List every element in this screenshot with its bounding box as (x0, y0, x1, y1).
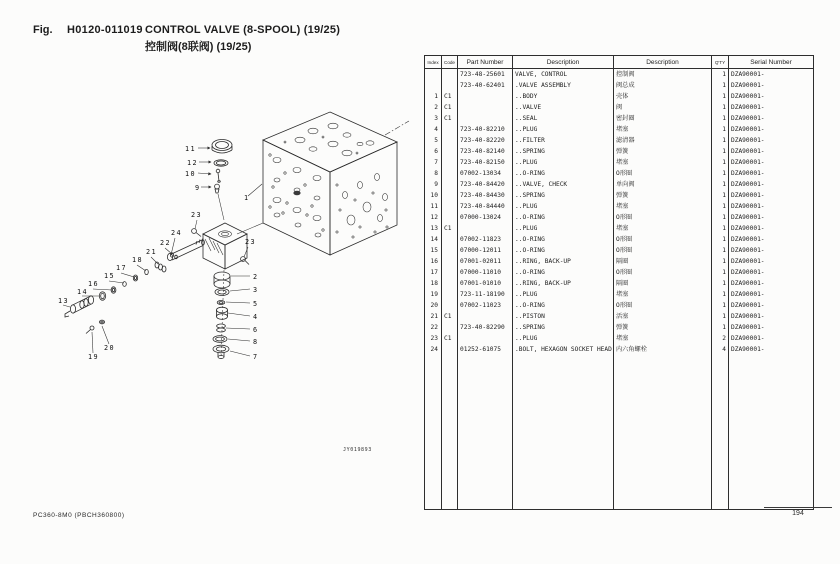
cell-part: 07002-11823 (458, 234, 513, 245)
cell-serial: DZA90001- (729, 267, 814, 278)
cell-code: C1 (442, 113, 458, 124)
cell-serial: DZA90001- (729, 256, 814, 267)
cell-index: 24 (425, 344, 442, 355)
cell-code (442, 69, 458, 81)
cell-part: 07000-12011 (458, 245, 513, 256)
parts-table-body (425, 69, 814, 510)
table-row (425, 80, 814, 91)
cell-desc_en: ..PLUG (513, 124, 614, 135)
cell-code (442, 179, 458, 190)
callout-label: 12 (187, 159, 198, 167)
table-row (425, 333, 814, 344)
cell-desc_en: ..O-RING (513, 267, 614, 278)
cell-desc_en: ..O-RING (513, 212, 614, 223)
callout-label: 2 (253, 273, 259, 281)
cell-desc_zh: 隔圈 (614, 278, 712, 289)
fig-label: Fig. (33, 24, 53, 36)
cell-index: 5 (425, 135, 442, 146)
cell-desc_en: ..PLUG (513, 157, 614, 168)
callout-leader-line (92, 332, 93, 353)
header-serial-number: Serial Number (729, 56, 814, 69)
cell-serial: DZA90001- (729, 333, 814, 344)
callout-label: 23 (191, 211, 202, 219)
cell-serial: DZA90001- (729, 300, 814, 311)
cell-part: 01252-61075 (458, 344, 513, 355)
cell-part: 723-40-84420 (458, 179, 513, 190)
callout-label: 13 (58, 297, 69, 305)
check-valve-parts-drawing (213, 270, 230, 359)
cell-part: 723-40-82150 (458, 157, 513, 168)
cell-index: 3 (425, 113, 442, 124)
table-row (425, 146, 814, 157)
cell-desc_zh: 滤清器 (614, 135, 712, 146)
cell-part: 723-48-25601 (458, 69, 513, 81)
cell-index: 6 (425, 146, 442, 157)
cell-code: C1 (442, 333, 458, 344)
cell-qty: 1 (712, 289, 729, 300)
parts-table (424, 55, 814, 510)
callout-leader-line (151, 257, 158, 264)
cell-part: 723-40-82210 (458, 124, 513, 135)
callout-label: 7 (253, 353, 259, 361)
cell-code: C1 (442, 91, 458, 102)
table-row (425, 289, 814, 300)
cell-code (442, 212, 458, 223)
cell-desc_en: ..PLUG (513, 201, 614, 212)
drawing-code: JY019893 (343, 447, 372, 453)
cell-qty: 1 (712, 113, 729, 124)
cell-part: 723-40-82140 (458, 146, 513, 157)
page-number: 194 (764, 507, 832, 517)
header-index: Index (425, 56, 442, 69)
cell-index: 23 (425, 333, 442, 344)
cell-serial: DZA90001- (729, 135, 814, 146)
callout-label: 14 (77, 288, 88, 296)
page-title: CONTROL VALVE (8-SPOOL) (19/25) (145, 24, 341, 36)
cell-part (458, 223, 513, 234)
cell-qty: 1 (712, 245, 729, 256)
cell-part: 723-40-82290 (458, 322, 513, 333)
cell-code: C1 (442, 102, 458, 113)
cell-serial: DZA90001- (729, 311, 814, 322)
cell-qty: 1 (712, 135, 729, 146)
cell-serial: DZA90001- (729, 113, 814, 124)
cell-part: 07002-13034 (458, 168, 513, 179)
cell-qty: 1 (712, 91, 729, 102)
cell-desc_en: ..BODY (513, 91, 614, 102)
callout-leader-line (165, 248, 172, 254)
callout-label: 4 (253, 313, 259, 321)
cell-serial: DZA90001- (729, 146, 814, 157)
callout-leader-line (195, 220, 197, 229)
table-row (425, 322, 814, 333)
cell-qty: 1 (712, 124, 729, 135)
cell-part: 723-40-84440 (458, 201, 513, 212)
cell-desc_en: ..PLUG (513, 333, 614, 344)
cell-desc_zh: O形圈 (614, 245, 712, 256)
filler-cell (425, 355, 442, 510)
cell-serial: DZA90001- (729, 91, 814, 102)
cell-index: 22 (425, 322, 442, 333)
callout-leader-line (137, 265, 146, 271)
cell-qty: 2 (712, 333, 729, 344)
cell-index: 9 (425, 179, 442, 190)
cell-desc_zh: 内六角螺栓 (614, 344, 712, 355)
cell-serial: DZA90001- (729, 157, 814, 168)
header-qty: Q'TY (712, 56, 729, 69)
cell-serial: DZA90001- (729, 80, 814, 91)
table-row (425, 311, 814, 322)
cell-index: 20 (425, 300, 442, 311)
table-row (425, 190, 814, 201)
cell-code (442, 168, 458, 179)
callout-layer (58, 145, 262, 361)
callout-label: 1 (244, 194, 250, 202)
cell-serial: DZA90001- (729, 289, 814, 300)
cell-index: 2 (425, 102, 442, 113)
callout-label: 22 (160, 239, 171, 247)
table-header-row (425, 56, 814, 69)
cell-qty: 1 (712, 267, 729, 278)
cell-index: 14 (425, 234, 442, 245)
header-description-en: Description (513, 56, 614, 69)
table-row (425, 300, 814, 311)
table-row (425, 256, 814, 267)
cell-desc_en: .VALVE ASSEMBLY (513, 80, 614, 91)
callout-leader-line (226, 302, 250, 303)
table-row (425, 157, 814, 168)
cell-desc_zh: 活塞 (614, 311, 712, 322)
cell-desc_zh: 阀 (614, 102, 712, 113)
callout-label: 18 (132, 256, 143, 264)
table-row (425, 223, 814, 234)
cell-desc_en: ..O-RING (513, 168, 614, 179)
table-row (425, 179, 814, 190)
callout-leader-line (230, 351, 250, 356)
cell-part: 723-40-84430 (458, 190, 513, 201)
valve-body-drawing (237, 112, 409, 255)
table-row (425, 124, 814, 135)
cell-desc_en: ..SEAL (513, 113, 614, 124)
filler-cell (729, 355, 814, 510)
cell-desc_en: ..VALVE (513, 102, 614, 113)
cell-desc_zh: O形圈 (614, 168, 712, 179)
cell-part: 07001-01010 (458, 278, 513, 289)
callout-label: 20 (104, 344, 115, 352)
cell-serial: DZA90001- (729, 179, 814, 190)
cell-desc_en: ..SPRING (513, 190, 614, 201)
cell-desc_zh: 堵塞 (614, 124, 712, 135)
cell-serial: DZA90001- (729, 212, 814, 223)
cell-code (442, 322, 458, 333)
table-row (425, 267, 814, 278)
table-row (425, 102, 814, 113)
table-filler-row (425, 355, 814, 510)
cell-code (442, 234, 458, 245)
cell-qty: 1 (712, 102, 729, 113)
cell-part: 723-11-18190 (458, 289, 513, 300)
table-row (425, 201, 814, 212)
cell-index: 19 (425, 289, 442, 300)
cell-code (442, 201, 458, 212)
header-description-zh: Description (614, 56, 712, 69)
cell-code (442, 135, 458, 146)
cell-part (458, 311, 513, 322)
cell-code (442, 289, 458, 300)
cell-desc_en: ..O-RING (513, 234, 614, 245)
cell-index: 7 (425, 157, 442, 168)
cell-index: 15 (425, 245, 442, 256)
cell-desc_zh: 堵塞 (614, 201, 712, 212)
cell-desc_zh: O形圈 (614, 267, 712, 278)
cell-qty: 1 (712, 256, 729, 267)
table-row (425, 168, 814, 179)
filler-cell (442, 355, 458, 510)
cell-desc_zh: 堵塞 (614, 289, 712, 300)
cell-desc_en: ..O-RING (513, 245, 614, 256)
table-row (425, 212, 814, 223)
cell-serial: DZA90001- (729, 344, 814, 355)
cell-serial: DZA90001- (729, 102, 814, 113)
table-row (425, 91, 814, 102)
cell-qty: 1 (712, 322, 729, 333)
cell-index: 18 (425, 278, 442, 289)
cell-desc_zh: 控制阀 (614, 69, 712, 81)
callout-label: 23 (245, 238, 256, 246)
table-row (425, 344, 814, 355)
callout-label: 16 (88, 280, 99, 288)
cell-desc_zh: 堵塞 (614, 157, 712, 168)
cell-desc_zh: O形圈 (614, 212, 712, 223)
callout-label: 19 (88, 353, 99, 361)
cell-qty: 1 (712, 300, 729, 311)
cell-qty: 1 (712, 69, 729, 81)
cell-desc_zh: 弹簧 (614, 146, 712, 157)
cell-index: 4 (425, 124, 442, 135)
cell-qty: 1 (712, 168, 729, 179)
callout-label: 21 (146, 248, 157, 256)
cell-index (425, 80, 442, 91)
header-part-number: Part Number (458, 56, 513, 69)
cell-code (442, 300, 458, 311)
callout-label: 11 (185, 145, 196, 153)
callout-leader-line (228, 313, 250, 316)
cell-serial: DZA90001- (729, 223, 814, 234)
cell-code (442, 157, 458, 168)
cell-code (442, 80, 458, 91)
cell-desc_zh: 堵塞 (614, 333, 712, 344)
callout-label: 15 (104, 272, 115, 280)
cell-desc_en: ..PLUG (513, 223, 614, 234)
cell-desc_zh: O形圈 (614, 300, 712, 311)
cell-desc_zh: O形圈 (614, 234, 712, 245)
cell-qty: 1 (712, 179, 729, 190)
callout-label: 10 (185, 170, 196, 178)
cell-serial: DZA90001- (729, 69, 814, 81)
callout-leader-line (102, 326, 109, 344)
top-parts-drawing (212, 140, 232, 221)
callout-label: 3 (253, 286, 259, 294)
callout-leader-line (248, 184, 262, 196)
cell-qty: 1 (712, 223, 729, 234)
callout-leader-line (93, 289, 112, 290)
cell-index: 10 (425, 190, 442, 201)
cell-part (458, 113, 513, 124)
cell-qty: 1 (712, 234, 729, 245)
cell-part: 07002-11023 (458, 300, 513, 311)
cell-desc_en: VALVE, CONTROL (513, 69, 614, 81)
cell-part: 723-40-62401 (458, 80, 513, 91)
cell-part: 07001-02011 (458, 256, 513, 267)
cell-desc_en: ..VALVE, CHECK (513, 179, 614, 190)
cell-desc_zh: 弹簧 (614, 322, 712, 333)
cell-code: C1 (442, 223, 458, 234)
callout-leader-line (230, 289, 250, 291)
cell-qty: 1 (712, 278, 729, 289)
cell-serial: DZA90001- (729, 245, 814, 256)
cell-desc_en: ..PISTON (513, 311, 614, 322)
callout-leader-line (109, 281, 124, 283)
cell-part: 07000-13024 (458, 212, 513, 223)
cell-part: 723-40-82220 (458, 135, 513, 146)
diagram-svg (15, 85, 435, 480)
cell-index: 11 (425, 201, 442, 212)
cell-index: 13 (425, 223, 442, 234)
callout-label: 24 (171, 229, 182, 237)
callout-leader-line (63, 305, 70, 307)
filler-cell (458, 355, 513, 510)
cell-index (425, 69, 442, 81)
cell-qty: 4 (712, 344, 729, 355)
cell-code (442, 267, 458, 278)
cell-code (442, 278, 458, 289)
cell-desc_en: ..O-RING (513, 300, 614, 311)
cell-code (442, 344, 458, 355)
cell-serial: DZA90001- (729, 168, 814, 179)
callout-label: 5 (253, 300, 259, 308)
cell-desc_zh: 密封圈 (614, 113, 712, 124)
cell-part (458, 333, 513, 344)
cell-serial: DZA90001- (729, 201, 814, 212)
cell-serial: DZA90001- (729, 190, 814, 201)
cell-desc_en: .BOLT, HEXAGON SOCKET HEAD (513, 344, 614, 355)
cell-index: 12 (425, 212, 442, 223)
callout-label: 6 (253, 326, 259, 334)
cell-code (442, 190, 458, 201)
cell-code (442, 245, 458, 256)
valve-section-drawing (203, 223, 247, 269)
cell-serial: DZA90001- (729, 124, 814, 135)
cell-part (458, 102, 513, 113)
callout-label: 17 (116, 264, 127, 272)
cell-desc_en: ..SPRING (513, 322, 614, 333)
cell-index: 16 (425, 256, 442, 267)
cell-code: C1 (442, 311, 458, 322)
callout-label: 8 (253, 338, 259, 346)
cell-desc_en: ..RING, BACK-UP (513, 278, 614, 289)
cell-index: 17 (425, 267, 442, 278)
table-row (425, 234, 814, 245)
cell-part (458, 91, 513, 102)
cell-desc_zh: 堵塞 (614, 223, 712, 234)
cell-code (442, 146, 458, 157)
table-row (425, 245, 814, 256)
cell-index: 21 (425, 311, 442, 322)
cell-serial: DZA90001- (729, 322, 814, 333)
table-row (425, 113, 814, 124)
footer-book-code: PC360-8M0 (PBCH360800) (33, 512, 125, 519)
cell-index: 1 (425, 91, 442, 102)
fig-number: H0120-011019 (67, 24, 143, 36)
callout-label: 9 (195, 184, 201, 192)
cell-qty: 1 (712, 157, 729, 168)
cell-qty: 1 (712, 80, 729, 91)
cell-desc_en: ..FILTER (513, 135, 614, 146)
cell-desc_zh: 壳体 (614, 91, 712, 102)
cell-desc_en: ..RING, BACK-UP (513, 256, 614, 267)
cell-qty: 1 (712, 311, 729, 322)
cell-qty: 1 (712, 190, 729, 201)
callout-leader-line (198, 173, 211, 174)
filler-cell (614, 355, 712, 510)
cell-serial: DZA90001- (729, 278, 814, 289)
cell-index: 8 (425, 168, 442, 179)
cell-desc_en: ..SPRING (513, 146, 614, 157)
cell-code (442, 256, 458, 267)
table-row (425, 278, 814, 289)
page-title-zh: 控制阀(8联阀) (19/25) (145, 41, 252, 53)
cell-qty: 1 (712, 146, 729, 157)
callout-leader-line (226, 328, 250, 329)
header-code: Code (442, 56, 458, 69)
cell-qty: 1 (712, 201, 729, 212)
cell-desc_en: ..PLUG (513, 289, 614, 300)
callout-leader-line (228, 339, 250, 341)
cell-code (442, 124, 458, 135)
table-row (425, 135, 814, 146)
cell-desc_zh: 隔圈 (614, 256, 712, 267)
filler-cell (712, 355, 729, 510)
callout-leader-line (121, 273, 134, 277)
cell-qty: 1 (712, 212, 729, 223)
cell-serial: DZA90001- (729, 234, 814, 245)
cell-desc_zh: 单向阀 (614, 179, 712, 190)
cell-desc_zh: 弹簧 (614, 190, 712, 201)
filler-cell (513, 355, 614, 510)
cell-part: 07000-11010 (458, 267, 513, 278)
table-row (425, 69, 814, 81)
cell-desc_zh: 阀总成 (614, 80, 712, 91)
